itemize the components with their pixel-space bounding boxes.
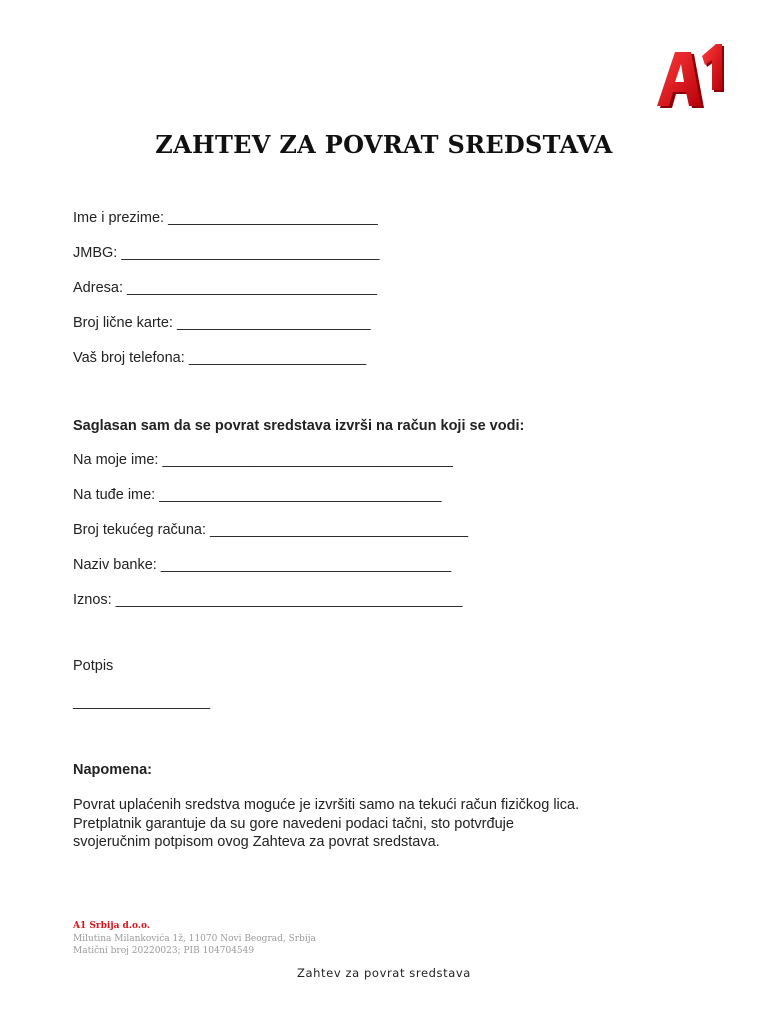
blank-line: ________________________________ — [121, 245, 380, 261]
blank-line: ___________________________________________ — [115, 592, 463, 608]
field-ime-i-prezime[interactable]: Ime i prezime: __________________________ — [73, 210, 378, 226]
page-footer-title: Zahtev za povrat sredstava — [297, 966, 471, 980]
form-title: ZAHTEV ZA POVRAT SREDSTAVA — [155, 130, 613, 159]
field-adresa[interactable]: Adresa: _______________________________ — [73, 280, 378, 296]
field-broj-tekuceg-racuna[interactable]: Broj tekućeg računa: ________________________________ — [73, 522, 469, 538]
signature-label: Potpis — [73, 658, 114, 674]
company-footer — [73, 920, 316, 958]
blank-line: ___________________________________ — [159, 487, 442, 503]
company-address: Milutina Milankovića 1ž, 11070 Novi Beograd, Srbija — [73, 933, 316, 944]
a1-logo — [652, 40, 728, 112]
field-na-tudje-ime[interactable]: Na tuđe ime: ___________________________________ — [73, 487, 442, 503]
blank-line: _______________________________ — [127, 280, 378, 296]
company-name: A1 Srbija d.o.o. — [73, 921, 150, 931]
blank-line: ____________________________________ — [160, 557, 452, 573]
note-heading: Napomena: — [73, 762, 152, 778]
field-jmbg[interactable]: JMBG: ________________________________ — [73, 245, 380, 261]
blank-line: ________________________ — [176, 315, 371, 331]
blank-line: ____________________________________ — [162, 452, 453, 468]
field-naziv-banke[interactable]: Naziv banke: ____________________________________ — [73, 557, 452, 573]
field-iznos[interactable]: Iznos: ___________________________________________ — [73, 592, 463, 608]
field-na-moje-ime[interactable]: Na moje ime: ____________________________________ — [73, 452, 453, 468]
blank-line: ________________________________ — [210, 522, 469, 538]
signature-line[interactable]: _________________ — [73, 694, 211, 710]
note-paragraph: Povrat uplaćenih sredstva moguće je izvršiti samo na tekući račun fizičkog lica. Pretplatnik garantuje da su gore navedeni podaci tačni, sto potvrđuje svojeručnim potpisom ovog Zahteva za povrat sredstava. — [73, 797, 580, 850]
blank-line: ______________________ — [188, 350, 367, 366]
field-broj-telefona[interactable]: Vaš broj telefona: ______________________ — [73, 350, 367, 366]
company-registry: Matični broj 20220023; PIB 104704549 — [73, 946, 255, 956]
consent-heading: Saglasan sam da se povrat sredstava izvrši na račun koji se vodi: — [73, 418, 525, 434]
blank-line: __________________________ — [168, 210, 378, 226]
field-broj-licne-karte[interactable]: Broj lične karte: ________________________ — [73, 315, 371, 331]
